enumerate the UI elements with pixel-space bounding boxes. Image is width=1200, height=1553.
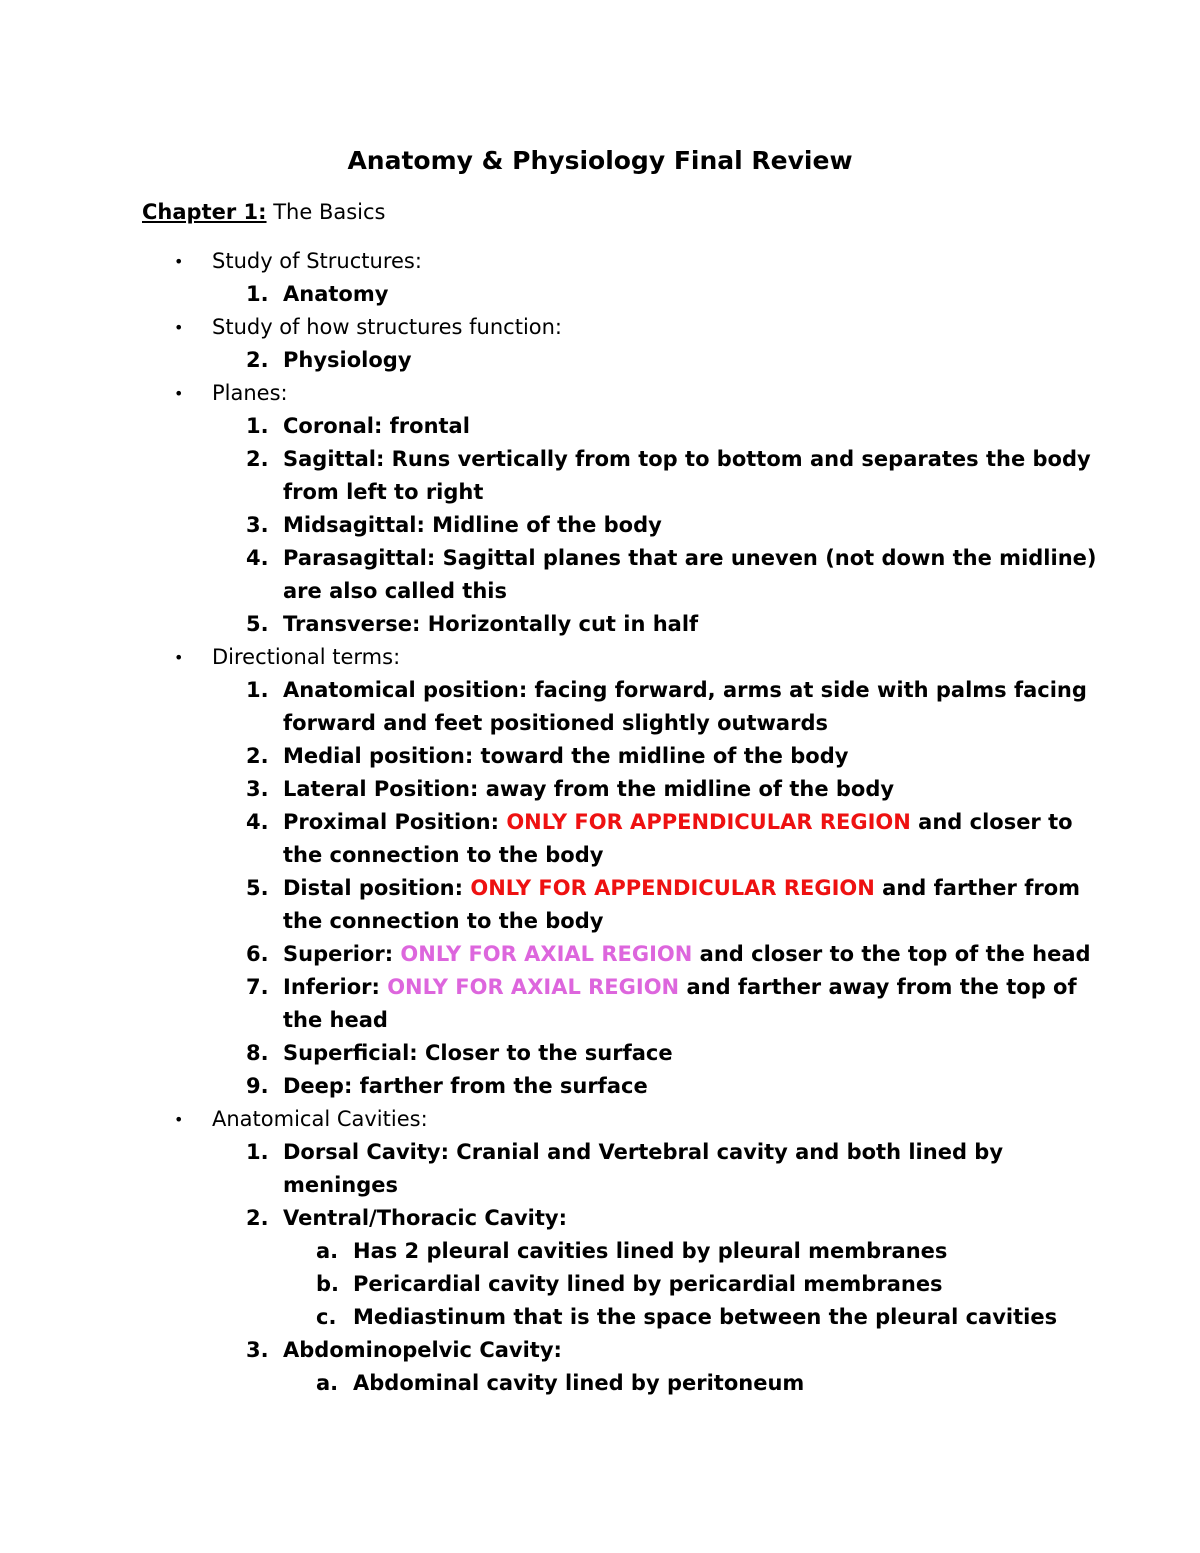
list-number: 2.	[246, 1206, 269, 1230]
list-number: 3.	[246, 1338, 269, 1362]
list-text	[283, 938, 1091, 971]
list-item-continuation	[0, 839, 1200, 872]
list-item	[0, 509, 1200, 542]
term-text: Distal position:	[283, 876, 471, 900]
sub-list-letter: a.	[316, 1239, 339, 1263]
list-number: 2.	[246, 348, 269, 372]
list-item	[0, 740, 1200, 773]
list-item-continuation	[0, 1169, 1200, 1202]
list-text: Sagittal: Runs vertically from top to bottom and separates the body	[283, 447, 1091, 471]
list-item	[0, 278, 1200, 311]
bullet-icon: •	[174, 1110, 184, 1129]
sub-list-text: Pericardial cavity lined by pericardial membranes	[353, 1272, 943, 1296]
list-item-continuation	[0, 707, 1200, 740]
term-text: and farther away from the top of	[679, 975, 1077, 999]
bullet-icon: •	[174, 384, 184, 403]
list-number: 1.	[246, 678, 269, 702]
bullet-icon: •	[174, 318, 184, 337]
highlight-text: ONLY FOR APPENDICULAR REGION	[506, 810, 911, 834]
bullet-heading: Study of Structures:	[212, 249, 422, 273]
bullet-icon: •	[174, 648, 184, 667]
chapter-label: Chapter 1:	[142, 200, 267, 224]
list-text: the head	[283, 1008, 388, 1032]
list-number: 9.	[246, 1074, 269, 1098]
list-text	[283, 872, 1080, 905]
list-number: 7.	[246, 975, 269, 999]
list-item	[0, 542, 1200, 575]
highlight-text: ONLY FOR APPENDICULAR REGION	[470, 876, 875, 900]
term-text: Proximal Position:	[283, 810, 507, 834]
list-number: 3.	[246, 513, 269, 537]
bullet-heading: Planes:	[212, 381, 288, 405]
chapter-heading	[142, 196, 385, 228]
bullet-icon: •	[174, 252, 184, 271]
list-number: 1.	[246, 414, 269, 438]
list-number: 8.	[246, 1041, 269, 1065]
term-text: and closer to the top of the head	[692, 942, 1091, 966]
list-text	[283, 806, 1073, 839]
bullet-item	[0, 1103, 1200, 1136]
list-number: 1.	[246, 282, 269, 306]
list-text: Parasagittal: Sagittal planes that are uneven (not down the midline)	[283, 546, 1097, 570]
bullet-item	[0, 377, 1200, 410]
list-number: 5.	[246, 876, 269, 900]
list-text: Deep: farther from the surface	[283, 1074, 648, 1098]
list-text: are also called this	[283, 579, 507, 603]
list-item	[0, 410, 1200, 443]
list-number: 2.	[246, 744, 269, 768]
sub-list-text: Has 2 pleural cavities lined by pleural membranes	[353, 1239, 948, 1263]
list-text: meninges	[283, 1173, 398, 1197]
list-text: Superficial: Closer to the surface	[283, 1041, 673, 1065]
list-number: 3.	[246, 777, 269, 801]
list-item	[0, 608, 1200, 641]
list-item	[0, 443, 1200, 476]
list-item-continuation	[0, 1004, 1200, 1037]
bullet-heading: Study of how structures function:	[212, 315, 563, 339]
list-item	[0, 1037, 1200, 1070]
list-item	[0, 1070, 1200, 1103]
list-number: 4.	[246, 810, 269, 834]
list-text: Lateral Position: away from the midline of the body	[283, 777, 895, 801]
list-item	[0, 674, 1200, 707]
list-number: 2.	[246, 447, 269, 471]
list-item	[0, 971, 1200, 1004]
list-number: 6.	[246, 942, 269, 966]
list-text: forward and feet positioned slightly outwards	[283, 711, 828, 735]
bullet-item	[0, 311, 1200, 344]
list-text	[283, 971, 1077, 1004]
sub-list-item	[0, 1367, 1200, 1400]
list-item	[0, 938, 1200, 971]
sub-list-text: Abdominal cavity lined by peritoneum	[353, 1371, 805, 1395]
list-number: 5.	[246, 612, 269, 636]
list-text: Coronal: frontal	[283, 414, 470, 438]
chapter-name: The Basics	[266, 200, 386, 224]
list-text: Anatomy	[283, 282, 389, 306]
list-item-continuation	[0, 476, 1200, 509]
list-number: 1.	[246, 1140, 269, 1164]
list-item	[0, 1136, 1200, 1169]
list-text: Abdominopelvic Cavity:	[283, 1338, 562, 1362]
list-text: Medial position: toward the midline of the body	[283, 744, 849, 768]
term-text: and closer to	[910, 810, 1073, 834]
list-item	[0, 1334, 1200, 1367]
bullet-item	[0, 245, 1200, 278]
list-item-continuation	[0, 905, 1200, 938]
list-text: the connection to the body	[283, 909, 604, 933]
sub-list-item	[0, 1301, 1200, 1334]
list-text: Ventral/Thoracic Cavity:	[283, 1206, 567, 1230]
page-title: Anatomy & Physiology Final Review	[347, 146, 853, 175]
list-item	[0, 1202, 1200, 1235]
list-text: Transverse: Horizontally cut in half	[283, 612, 699, 636]
sub-list-letter: a.	[316, 1371, 339, 1395]
sub-list-text: Mediastinum that is the space between the pleural cavities	[353, 1305, 1058, 1329]
bullet-heading: Anatomical Cavities:	[212, 1107, 428, 1131]
bullet-item	[0, 641, 1200, 674]
list-text: Midsagittal: Midline of the body	[283, 513, 662, 537]
term-text: Superior:	[283, 942, 401, 966]
term-text: and farther from	[874, 876, 1080, 900]
list-text: the connection to the body	[283, 843, 604, 867]
list-item	[0, 773, 1200, 806]
list-text: from left to right	[283, 480, 484, 504]
sub-list-item	[0, 1235, 1200, 1268]
highlight-text: ONLY FOR AXIAL REGION	[400, 942, 693, 966]
list-text: Anatomical position: facing forward, arms at side with palms facing	[283, 678, 1087, 702]
sub-list-letter: c.	[316, 1305, 337, 1329]
sub-list-item	[0, 1268, 1200, 1301]
list-item	[0, 344, 1200, 377]
sub-list-letter: b.	[316, 1272, 340, 1296]
list-text: Dorsal Cavity: Cranial and Vertebral cavity and both lined by	[283, 1140, 1004, 1164]
bullet-heading: Directional terms:	[212, 645, 401, 669]
list-item	[0, 806, 1200, 839]
list-item	[0, 872, 1200, 905]
highlight-text: ONLY FOR AXIAL REGION	[387, 975, 680, 999]
term-text: Inferior:	[283, 975, 388, 999]
list-item-continuation	[0, 575, 1200, 608]
list-number: 4.	[246, 546, 269, 570]
list-text: Physiology	[283, 348, 412, 372]
